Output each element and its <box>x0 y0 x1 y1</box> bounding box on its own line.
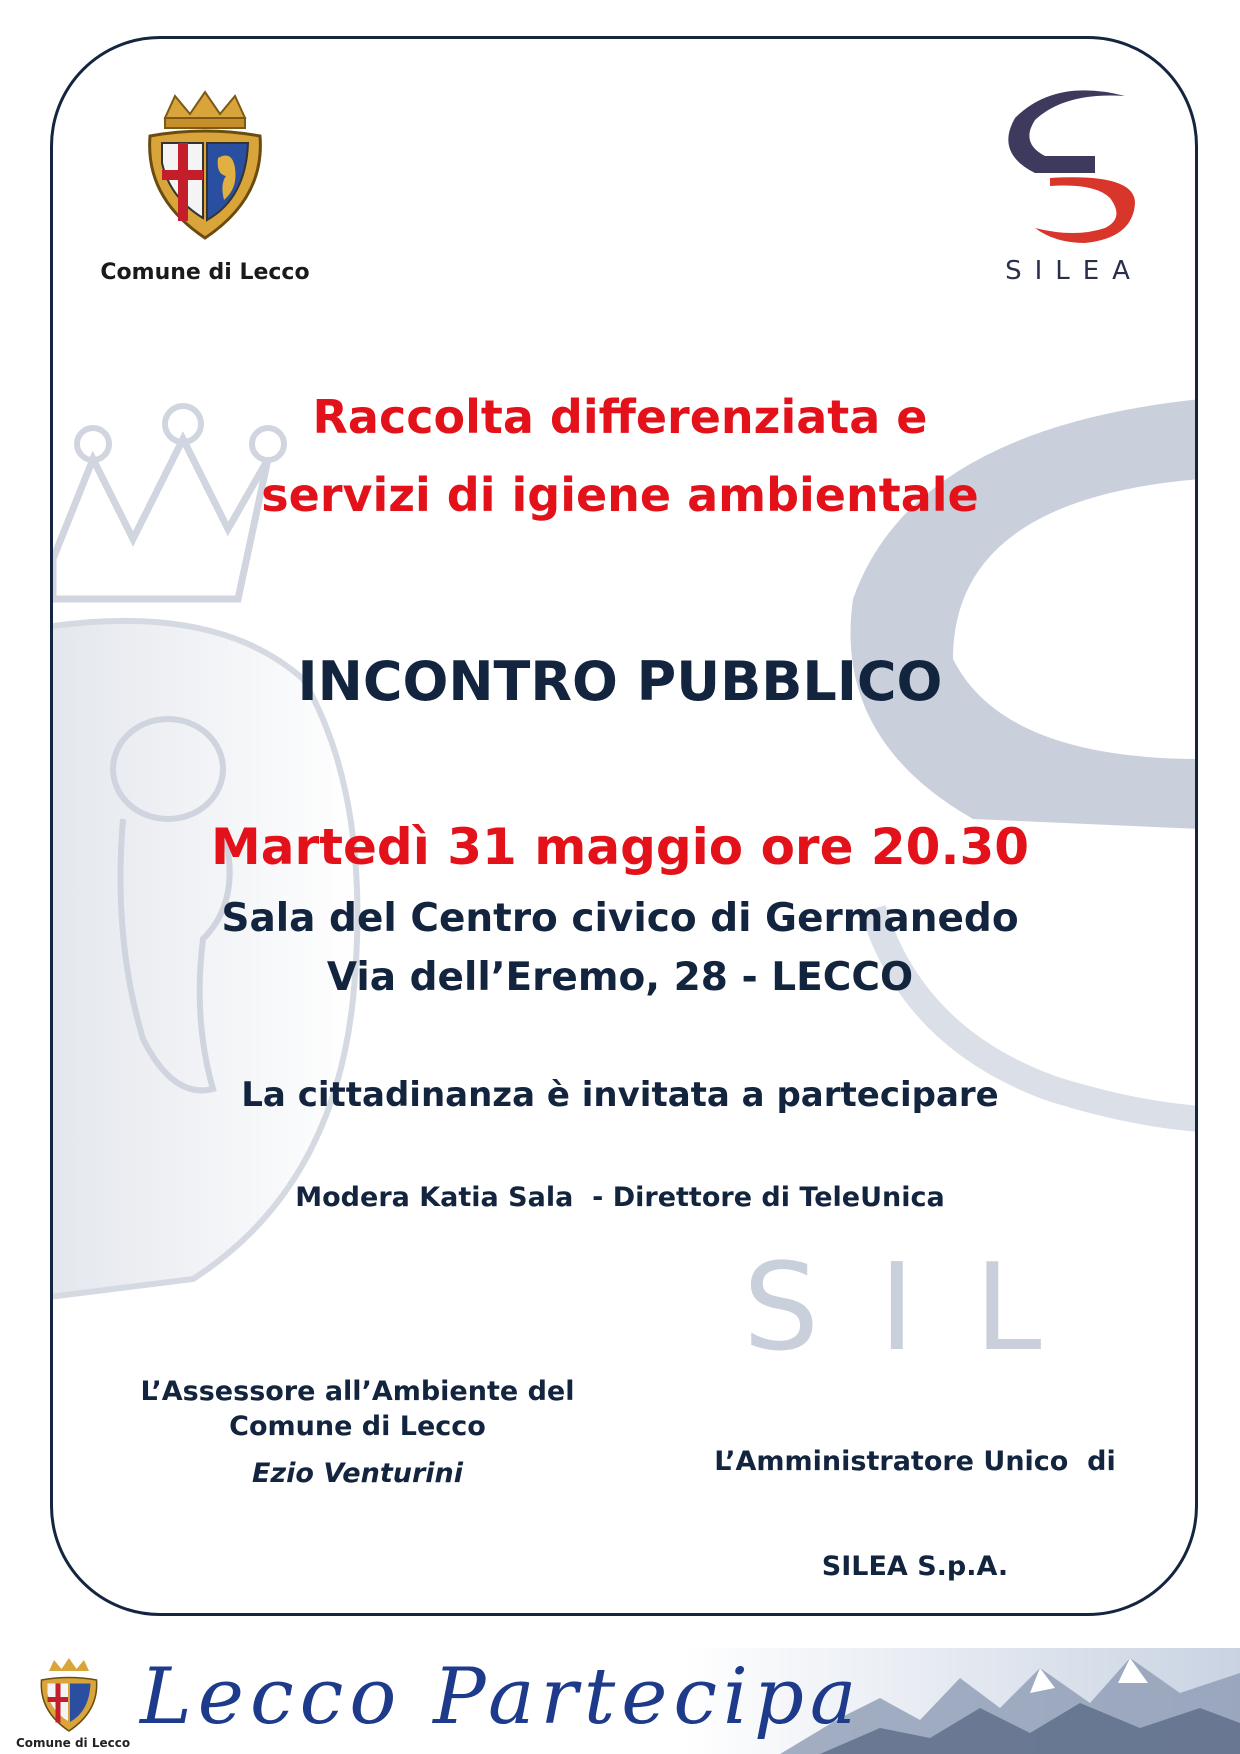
signature-role-line2: SILEA S.p.A. <box>821 1551 1009 1582</box>
comune-name: Comune di Lecco <box>100 260 310 285</box>
event-moderator: Modera Katia Sala - Direttore di TeleUnica <box>295 1182 945 1213</box>
event-title: INCONTRO PUBBLICO <box>297 650 943 713</box>
event-date: Martedì 31 maggio ore 20.30 <box>210 818 1030 876</box>
footer-title: Lecco Partecipa <box>140 1652 863 1742</box>
headline-line2: servizi di igiene ambientale <box>261 468 979 522</box>
footer-comune-label: Comune di Lecco <box>16 1736 131 1750</box>
footer-band <box>0 1648 1240 1754</box>
signature-role-line1: L’Assessore all’Ambiente del <box>140 1376 575 1407</box>
silea-logo <box>990 78 1150 286</box>
signature-assessore <box>100 1374 615 1491</box>
signature-role-line2: Comune di Lecco <box>229 1411 486 1442</box>
silea-name: SILEA <box>1005 256 1143 286</box>
comune-logo <box>90 88 320 285</box>
lecco-coat-of-arms-icon <box>140 88 270 248</box>
event-address: Via dell’Eremo, 28 - LECCO <box>326 955 914 1000</box>
headline-line1: Raccolta differenziata e <box>312 390 928 444</box>
signature-role-line1: L’Amministratore Unico di <box>714 1446 1116 1477</box>
event-venue: Sala del Centro civico di Germanedo <box>221 896 1019 941</box>
silea-logo-icon <box>995 78 1145 248</box>
watermark-text: SIL <box>743 1239 1102 1378</box>
signature-name: Ezio Venturini <box>251 1458 463 1489</box>
lecco-coat-of-arms-small-icon <box>34 1656 104 1736</box>
event-invitation: La cittadinanza è invitata a partecipare <box>241 1075 999 1115</box>
